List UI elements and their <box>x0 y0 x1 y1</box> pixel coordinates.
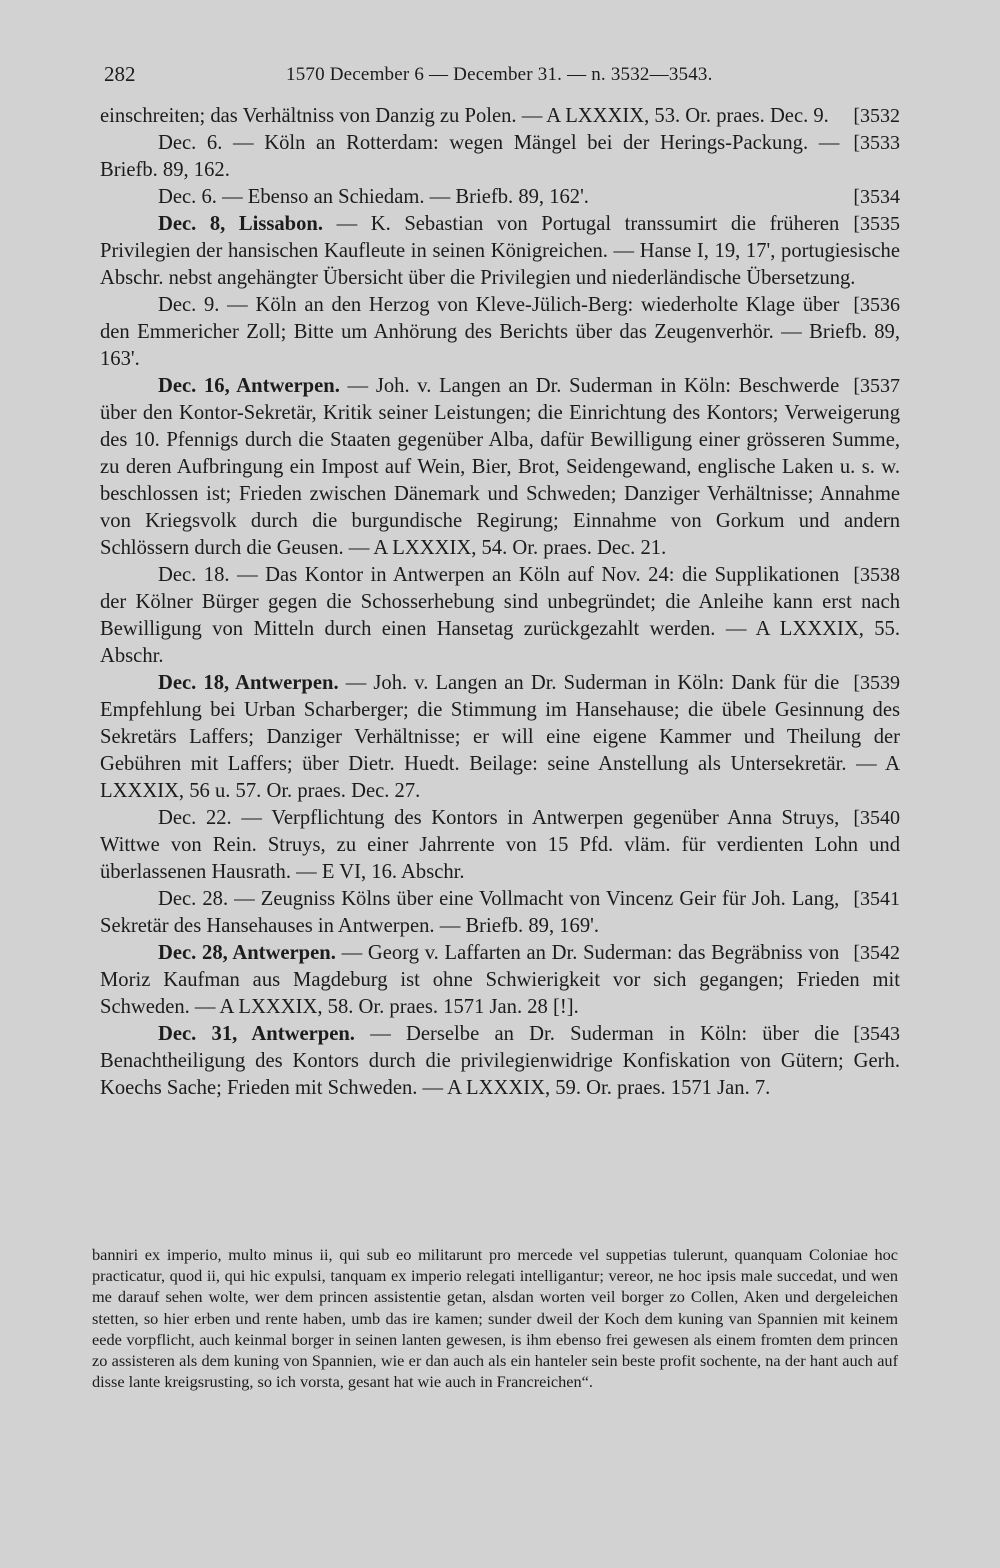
entry-date-place: Dec. 16, Antwerpen. <box>158 375 340 397</box>
entry-number: [3533 <box>853 132 900 154</box>
entry-3540 <box>100 805 900 886</box>
entry-number: [3534 <box>853 186 900 208</box>
entry-text: — Das Kontor in Antwerpen an Köln auf Nov. 24: die Supplikationen der Kölner Bürger gegen die Schosserhebung sind unbegründet; die Anleihe kann erst nach Bewilligung von Mitteln durch einen Hansetag zurückgezahlt werden. — A LXXXIX, 55. Abschr. <box>100 564 900 667</box>
entry-date: Dec. 22. <box>158 807 232 829</box>
entry-text: — Verpflichtung des Kontors in Antwerpen gegenüber Anna Struys, Wittwe von Rein. Struys, zu einer Jahrrente von 15 Pfd. vläm. für verdienten Lohn und überlassenen Hausrath. — E VI, 16. Abschr. <box>100 807 900 883</box>
entry-text: — Köln an den Herzog von Kleve-Jülich-Berg: wiederholte Klage über den Emmericher Zoll; Bitte um Anhörung des Berichts über das Zeugenverhör. — Briefb. 89, 163'. <box>100 294 900 370</box>
entry-3538 <box>100 562 900 670</box>
entry-3533 <box>100 130 900 184</box>
running-title: 1570 December 6 — December 31. — n. 3532—3543. <box>286 64 713 85</box>
entry-text: — K. Sebastian von Portugal transsumirt die früheren Privilegien der hansischen Kaufleute in seinen Königreichen. — Hanse I, 19, 17', portugiesische Abschr. nebst angehängter Übersicht über die Privilegien und niederländische Übersetzung. <box>100 213 900 289</box>
entry-text: — Derselbe an Dr. Suderman in Köln: über die Benachtheiligung des Kontors durch die privilegienwidrige Konfiskation von Gütern; Gerh. Koechs Sache; Frieden mit Schweden. — A LXXXIX, 59. Or. praes. 1571 Jan. 7. <box>100 1023 900 1099</box>
footnote-text: banniri ex imperio, multo minus ii, qui sub eo militarunt pro mercede vel suppetias tulerunt, quanquam Coloniae hoc practicatur, quod ii, qui hic expulsi, tanquam ex imperio relegati intelligantur; vereor, ne hoc ipsis male succedat, und wen me darauf sehen wolte, wer dem princen assistentie getan, alsdan worten veil borger zo Collen, Aken und dergeleichen stetten, so hier erben und rente haben, umb das ire kamen; sunder dweil der Koch dem kuning van Spannien mit keinem eede vorpflicht, auch keinmal borger in seinen lanten gewesen, is ihm ebenso frei gewesen als einem fromten dem princen zo assisteren als dem kuning von Spannien, wie er dan auch als ein hanteler sein beste profit sochente, na der hant auch auf disse lante kreigsrusting, so ich vorsta, gesant hat wie auch in Francreichen“. <box>92 1245 898 1392</box>
entry-number: [3540 <box>853 807 900 829</box>
entry-text: — Zeugniss Kölns über eine Vollmacht von Vincenz Geir für Joh. Lang, Sekretär des Hansehauses in Antwerpen. — Briefb. 89, 169'. <box>100 888 840 937</box>
footnote <box>92 1244 898 1392</box>
entry-date: Dec. 9. <box>158 294 220 316</box>
entry-3543 <box>100 1021 900 1102</box>
entry-3539 <box>100 670 900 805</box>
entry-number: [3541 <box>853 888 900 910</box>
entry-3542 <box>100 940 900 1021</box>
entry-number: [3536 <box>853 294 900 316</box>
entry-text: — Joh. v. Langen an Dr. Suderman in Köln: Beschwerde über den Kontor-Sekretär, Kritik seiner Leistungen; die Einrichtung des Kontors; Verweigerung des 10. Pfennigs durch die Staaten gegenüber Alba, dafür Bewilligung einer grösseren Summe, zu deren Aufbringung ein Impost auf Wein, Bier, Brot, Seidengewand, englische Laken u. s. w. beschlossen ist; Frieden zwischen Dänemark und Schweden; Danziger Verhältnisse; Annahme von Kriegsvolk durch die burgundische Regirung; Einnahme von Gorkum und andern Schlössern durch die Geusen. — A LXXXIX, 54. Or. praes. Dec. 21. <box>100 375 900 559</box>
entries-list <box>100 103 900 1102</box>
entry-number: [3543 <box>853 1023 900 1045</box>
entry-text: — Köln an Rotterdam: wegen Mängel bei der Herings-Packung. — Briefb. 89, 162. <box>100 132 840 181</box>
entry-date-place: Dec. 28, Antwerpen. <box>158 942 336 964</box>
entry-date: Dec. 18. <box>158 564 230 586</box>
entry-3541 <box>100 886 900 940</box>
entry-date: Dec. 28. <box>158 888 229 910</box>
entry-text: — Joh. v. Langen an Dr. Suderman in Köln: Dank für die Empfehlung bei Urban Scharberger; die Stimmung im Hansehause; die übele Gesinnung des Sekretärs Laffers; Danziger Verhältnisse; er will eine eigene Kammer und Theilung der Gebühren mit Laffers; über Dietr. Huedt. Beilage: seine Anstellung als Untersekretär. — A LXXXIX, 56 u. 57. Or. praes. Dec. 27. <box>100 672 900 802</box>
page-number: 282 <box>104 62 136 86</box>
page-header <box>100 58 900 92</box>
entry-number: [3537 <box>853 375 900 397</box>
entry-date-place: Dec. 18, Antwerpen. <box>158 672 339 694</box>
entry-date: Dec. 6. <box>158 186 217 208</box>
entry-date-place: Dec. 8, Lissabon. <box>158 213 324 235</box>
entry-3534 <box>100 184 900 211</box>
entry-text: einschreiten; das Verhältniss von Danzig zu Polen. — A LXXXIX, 53. Or. praes. Dec. 9. <box>100 105 829 127</box>
entry-date-place: Dec. 31, Antwerpen. <box>158 1023 355 1045</box>
entry-3537 <box>100 373 900 562</box>
entry-text: — Ebenso an Schiedam. — Briefb. 89, 162'. <box>222 186 589 208</box>
entry-3535 <box>100 211 900 292</box>
entry-number: [3542 <box>853 942 900 964</box>
entry-number: [3532 <box>853 105 900 127</box>
entry-date: Dec. 6. <box>158 132 223 154</box>
entry-3532 <box>100 103 900 130</box>
entry-number: [3539 <box>853 672 900 694</box>
entry-number: [3538 <box>853 564 900 586</box>
entry-number: [3535 <box>853 213 900 235</box>
entry-3536 <box>100 292 900 373</box>
entry-text: — Georg v. Laffarten an Dr. Suderman: das Begräbniss von Moriz Kaufman aus Magdeburg ist ohne Schwierigkeit vor sich gegangen; Frieden mit Schweden. — A LXXXIX, 58. Or. praes. 1571 Jan. 28 [!]. <box>100 942 900 1018</box>
